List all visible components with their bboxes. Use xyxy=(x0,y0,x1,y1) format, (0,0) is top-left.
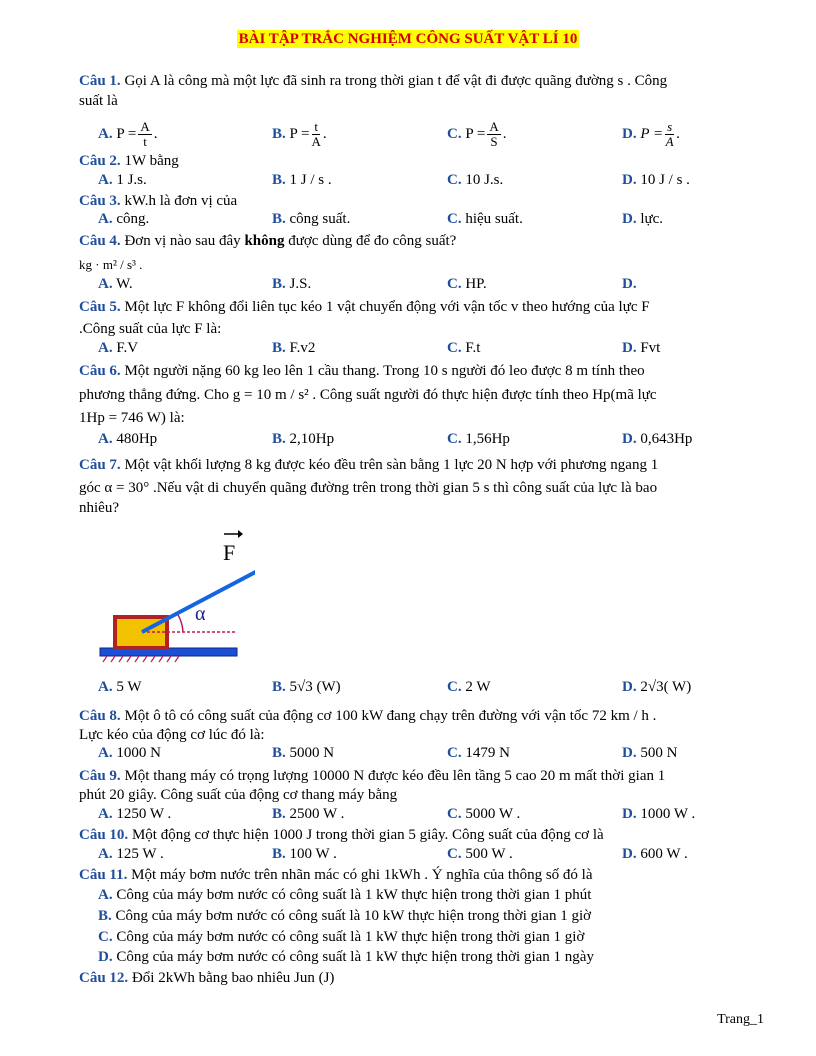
question-11: Câu 11. Một máy bơm nước trên nhãn mác có ghi 1kWh . Ý nghĩa của thông số đó là xyxy=(79,867,593,883)
question-5-options: A. F.V B. F.v2 C. F.t D. Fvt xyxy=(98,340,661,356)
question-1: Câu 1. Gọi A là công mà một lực đã sinh ra trong thời gian t để vật đi được quãng đường s . Công xyxy=(79,73,668,89)
angle-arc xyxy=(177,613,183,632)
question-2: Câu 2. 1W bằng xyxy=(79,153,179,169)
question-6-options: A. 480Hp B. 2,10Hp C. 1,56Hp D. 0,643Hp xyxy=(98,431,693,447)
force-diagram xyxy=(95,520,255,670)
option-d: D. P = $\frac{s}{A}$ . xyxy=(622,119,680,149)
question-3: Câu 3. kW.h là đơn vị của xyxy=(79,193,238,209)
question-4-options: A. W. B. J.S. C. HP. D. xyxy=(98,276,637,292)
question-7-options: A. 5 W B. 5√3 (W) C. 2 W D. 2√3( W) xyxy=(98,679,692,695)
question-10-options: A. 125 W . B. 100 W . C. 500 W . D. 600 W . xyxy=(98,846,688,862)
force-label: F xyxy=(223,540,236,565)
question-11-option-b: B. Công của máy bơm nước có công suất là 10 kW thực hiện trong thời gian 1 giờ xyxy=(98,908,592,924)
question-7: Câu 7. Một vật khối lượng 8 kg được kéo đều trên sàn bằng 1 lực 20 N hợp với phương ngang 1 xyxy=(79,457,659,473)
question-8-options: A. 1000 N B. 5000 N C. 1479 N D. 500 N xyxy=(98,745,678,761)
question-11-option-a: A. Công của máy bơm nước có công suất là 1 kW thực hiện trong thời gian 1 phút xyxy=(98,887,592,903)
question-11-option-c: C. Công của máy bơm nước có công suất là 1 kW thực hiện trong thời gian 1 giờ xyxy=(98,929,585,945)
page-title: BÀI TẬP TRẮC NGHIỆM CÔNG SUẤT VẬT LÍ 10 xyxy=(238,31,578,47)
question-1-options xyxy=(98,120,778,148)
option-a: A. P = $\frac{A}{t}$ . xyxy=(98,119,158,149)
question-12: Câu 12. Đổi 2kWh bằng bao nhiêu Jun (J) xyxy=(79,970,335,986)
question-10: Câu 10. Một động cơ thực hiện 1000 J trong thời gian 5 giây. Công suất của động cơ là xyxy=(79,827,604,843)
question-2-options: A. 1 J.s. B. 1 J / s . C. 10 J.s. D. 10 J / s . xyxy=(98,172,690,188)
question-11-option-d: D. Công của máy bơm nước có công suất là 1 kW thực hiện trong thời gian 1 ngày xyxy=(98,949,594,965)
question-6: Câu 6. Một người nặng 60 kg leo lên 1 cầu thang. Trong 10 s người đó leo được 8 m tính theo xyxy=(79,363,645,379)
floor-hatch xyxy=(103,656,179,662)
question-9-options: A. 1250 W . B. 2500 W . C. 5000 W . D. 1000 W . xyxy=(98,806,696,822)
question-4: Câu 4. Đơn vị nào sau đây không được dùng để đo công suất? xyxy=(79,233,457,249)
option-c: C. P = $\frac{A}{S}$ . xyxy=(447,119,507,149)
question-8: Câu 8. Một ô tô có công suất của động cơ 100 kW đang chạy trên đường với vận tốc 72 km / h . xyxy=(79,708,657,724)
option-b: B. P = $\frac{t}{A}$ . xyxy=(272,119,327,149)
document-page: BÀI TẬP TRẮC NGHIỆM CÔNG SUẤT VẬT LÍ 10 Câu 1. Gọi A là công mà một lực đã sinh ra trong thời gian t để vật đi được quãng đường s . Công suất là A. P = $\frac{A}{t}$ . B. P = $\frac{t}{A}$ . C. P = $\frac{A}{S}$ . D. P = $\frac{s}{A}$ . Câu 2. 1W bằng A. 1 J.s. B. 1 J / s . C. 10 J.s. D. 10 J / s . Câu 3. kW.h là đơn vị của A. công. B. công suất. C. hiệu suất. D. lực. Câu 4. Đơn vị nào sau đây không được dùng để đo công suất? kg · m² / s³ . A. W. B. J.S. C. HP. D. Câu 5. Một lực F không đổi liên tục kéo 1 vật chuyển động với vận tốc v theo hướng của lực F .Công suất của lực F là: A. F.V B. F.v2 C. F.t D. Fvt Câu 6. Một người nặng 60 kg leo lên 1 cầu thang. Trong 10 s người đó leo được 8 m tính theo phương thẳng đứng. Cho g = 10 m / s² . Công suất người đó thực hiện được tính theo Hp(mã lực 1Hp = 746 W) là: A. 480Hp B. 2,10Hp C. 1,56Hp D. 0,643Hp Câu 7. Một vật khối lượng 8 kg được kéo đều trên sàn bằng 1 lực 20 N hợp với phương ngang 1 góc α = 30° .Nếu vật di chuyển quãng đường trên trong thời gian 5 s thì công suất của lực là bao nhiêu? α F A. 5 W B. 5√3 (W) C. 2 W D. 2√3( W) Câu 8. Một ô tô có công suất của động cơ 100 kW đang chạy trên đường với vận tốc 72 km / h . Lực kéo của động cơ lúc đó là: A. 1000 N B. 5000 N C. 1479 N D. 500 N Câu 9. Một thang máy có trọng lượng 10000 N được kéo đều lên tầng 5 cao 20 m mất thời gian 1 phút 20 giây. Công suất của động cơ thang máy bằng A. 1250 W . B. 2500 W . C. 5000 W . D. 1000 W . Câu 10. Một động cơ thực hiện 1000 J trong thời gian 5 giây. Công suất của động cơ là A. 125 W . B. 100 W . C. 500 W . D. 600 W . Câu 11. Một máy bơm nước trên nhãn mác có ghi 1kWh . Ý nghĩa của thông số đó là A. Công của máy bơm nước có công suất là 1 kW thực hiện trong thời gian 1 phút B. Công của máy bơm nước có công suất là 10 kW thực hiện trong thời gian 1 giờ C. Công của máy bơm nước có công suất là 1 kW thực hiện trong thời gian 1 giờ D. Công của máy bơm nước có công suất là 1 kW thực hiện trong thời gian 1 ngày Câu 12. Đổi 2kWh bằng bao nhiêu Jun (J) Trang_1 xyxy=(0,0,816,1056)
angle-label: α xyxy=(195,603,206,625)
page-number: Trang_1 xyxy=(717,1012,764,1027)
question-3-options: A. công. B. công suất. C. hiệu suất. D. lực. xyxy=(98,211,664,227)
question-9: Câu 9. Một thang máy có trọng lượng 10000 N được kéo đều lên tầng 5 cao 20 m mất thời gian 1 xyxy=(79,768,666,784)
question-5: Câu 5. Một lực F không đổi liên tục kéo 1 vật chuyển động với vận tốc v theo hướng của lực F xyxy=(79,299,650,315)
